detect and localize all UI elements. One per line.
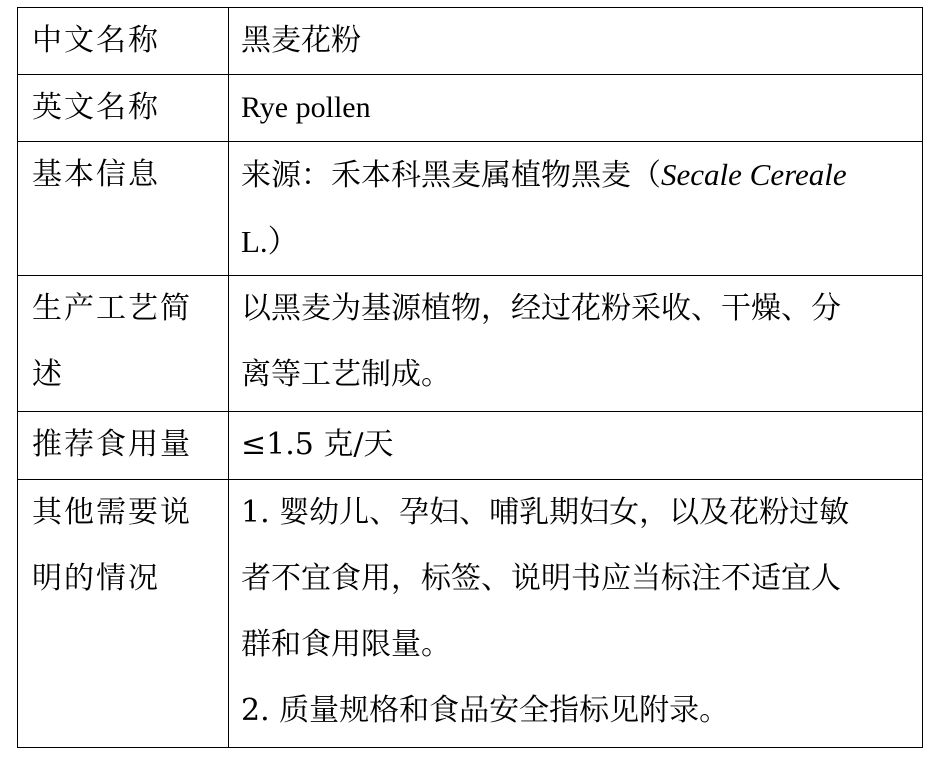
- notes-line-4: 2. 质量规格和食品安全指标见附录。: [241, 693, 730, 728]
- label-notes-line-2: 明的情况: [32, 561, 160, 596]
- label-chinese-name: 中文名称: [18, 8, 229, 75]
- label-process-line-2: 述: [32, 357, 64, 392]
- label-dosage: 推荐食用量: [18, 412, 229, 480]
- value-chinese-name: 黑麦花粉: [229, 8, 923, 75]
- info-table: [17, 7, 923, 748]
- process-line-2: 离等工艺制成。: [241, 357, 451, 392]
- label-basic-info: 基本信息: [18, 142, 229, 276]
- value-english-name: Rye pollen: [229, 75, 923, 142]
- row-notes: [18, 480, 923, 748]
- process-line-1: 以黑麦为基源植物，经过花粉采收、干燥、分: [241, 291, 841, 326]
- label-english-name: 英文名称: [18, 75, 229, 142]
- basic-info-line-2: L.）: [241, 224, 299, 259]
- value-basic-info: [229, 142, 923, 276]
- label-notes: [18, 480, 229, 748]
- label-process-line-1: 生产工艺简: [32, 291, 192, 326]
- row-basic-info: [18, 142, 923, 276]
- basic-info-line-1: [241, 142, 914, 209]
- label-process: [18, 276, 229, 412]
- notes-line-3: 群和食用限量。: [241, 627, 451, 662]
- value-dosage: ≤1.5 克/天: [229, 412, 923, 480]
- notes-line-1: 1. 婴幼儿、孕妇、哺乳期妇女，以及花粉过敏: [241, 495, 850, 530]
- basic-info-source: 来源：禾本科黑麦属植物黑麦（: [241, 158, 661, 193]
- row-english-name: [18, 75, 923, 142]
- basic-info-latin-name: Secale Cereale: [661, 157, 847, 192]
- label-notes-line-1: 其他需要说: [32, 495, 192, 530]
- row-chinese-name: [18, 8, 923, 75]
- value-process: [229, 276, 923, 412]
- row-process: [18, 276, 923, 412]
- value-notes: [229, 480, 923, 748]
- row-dosage: [18, 412, 923, 480]
- notes-line-2: 者不宜食用，标签、说明书应当标注不适宜人: [241, 561, 841, 596]
